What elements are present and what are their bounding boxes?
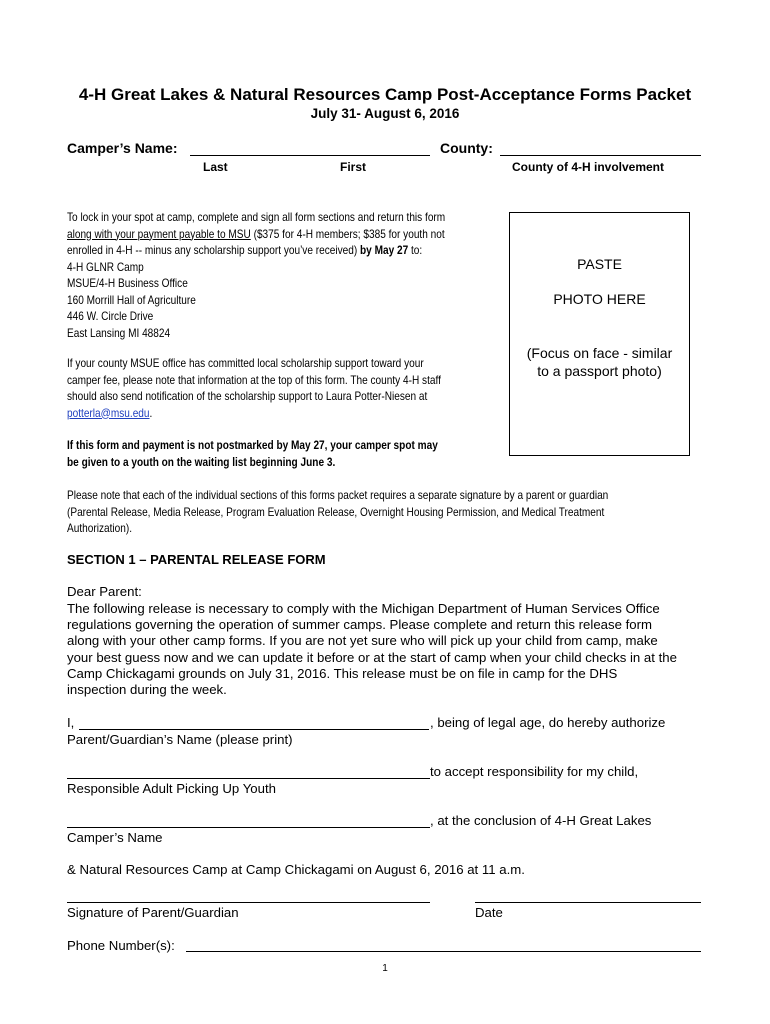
to-text: to: xyxy=(408,243,423,257)
intro-line-2 xyxy=(67,226,445,243)
page-title: 4-H Great Lakes & Natural Resources Camp Post-Acceptance Forms Packet xyxy=(78,85,692,104)
body-line: your best guess now and we can update it before or at the start of camp when your child checks in at the xyxy=(67,649,677,665)
scholarship-line: If your county MSUE office has committed local scholarship support toward your xyxy=(67,356,424,370)
first-name-label: First xyxy=(340,160,367,174)
signature-label: Signature of Parent/Guardian xyxy=(67,905,239,920)
guardian-name-field[interactable] xyxy=(79,729,429,730)
county-field[interactable] xyxy=(500,155,701,156)
release-body xyxy=(67,601,677,698)
page-number: 1 xyxy=(382,963,388,974)
phone-label: Phone Number(s): xyxy=(67,938,175,953)
conclusion-text: , at the conclusion of 4-H Great Lakes xyxy=(430,813,652,828)
payment-instruction: along with your payment payable to MSU xyxy=(67,226,251,241)
warning-line: be given to a youth on the waiting list beginning June 3. xyxy=(67,454,336,469)
county-involvement-label: County of 4-H involvement xyxy=(512,160,665,174)
body-line: along with your other camp forms. If you are not yet sure who will pick up your child from camp, make xyxy=(67,633,658,649)
address-line: East Lansing MI 48824 xyxy=(67,325,171,340)
camper-name-field[interactable] xyxy=(190,155,430,156)
body-line: Camp Chickagami grounds on July 31, 2016. This release must be on file in camp for the DHS xyxy=(67,665,618,681)
body-line: The following release is necessary to comply with the Michigan Department of Human Services Office xyxy=(67,601,660,616)
fee-text: ($375 for 4-H members; $385 for youth not xyxy=(250,226,445,241)
scholarship-paragraph xyxy=(67,355,441,421)
responsible-adult-label: Responsible Adult Picking Up Youth xyxy=(67,781,276,796)
camper-name-label: Camper’s Name: xyxy=(67,140,178,156)
photo-here-label: PHOTO HERE xyxy=(553,291,646,307)
camper-name-release-label: Camper’s Name xyxy=(67,830,163,845)
authorize-text: , being of legal age, do hereby authorize xyxy=(430,715,666,730)
email-period: . xyxy=(149,405,153,420)
body-line: regulations governing the operation of summer camps. Please complete and return this release form xyxy=(67,617,652,633)
intro-paragraph xyxy=(67,209,445,341)
note-line: Please note that each of the individual sections of this forms packet requires a separate signature by a parent or guardian xyxy=(67,488,609,502)
scholarship-line: camper fee, please note that information at the top of this form. The county 4-H staff xyxy=(67,372,441,387)
intro-line-1: To lock in your spot at camp, complete and sign all form sections and return this form xyxy=(67,210,446,224)
camper-name-release-field[interactable] xyxy=(67,827,430,828)
intro-line-3 xyxy=(67,242,445,259)
contact-email-link[interactable]: potterla@msu.edu xyxy=(67,405,150,420)
county-label: County: xyxy=(440,140,493,156)
address-line: MSUE/4-H Business Office xyxy=(67,276,188,290)
section-1-heading: SECTION 1 – PARENTAL RELEASE FORM xyxy=(67,552,326,567)
date-label: Date xyxy=(475,905,503,920)
signature-field[interactable] xyxy=(67,902,430,903)
photo-instruction-line: (Focus on face - similar xyxy=(526,345,673,361)
photo-box[interactable] xyxy=(509,212,690,456)
guardian-name-label: Parent/Guardian’s Name (please print) xyxy=(67,732,293,747)
last-name-label: Last xyxy=(203,160,228,174)
camp-dates: July 31- August 6, 2016 xyxy=(310,106,460,121)
photo-instruction-line: to a passport photo) xyxy=(537,363,662,379)
accept-responsibility-text: to accept responsibility for my child, xyxy=(430,764,639,779)
signature-note xyxy=(67,487,608,537)
warning-line: If this form and payment is not postmarked by May 27, your camper spot may xyxy=(67,438,438,452)
responsible-adult-field[interactable] xyxy=(67,778,430,779)
address-line: 160 Morrill Hall of Agriculture xyxy=(67,292,196,307)
address-line: 446 W. Circle Drive xyxy=(67,309,154,323)
postmark-warning xyxy=(67,437,438,470)
salutation: Dear Parent: xyxy=(67,584,142,599)
note-line: (Parental Release, Media Release, Program Evaluation Release, Overnight Housing Permission, and Medical Treatment xyxy=(67,504,605,519)
scholarship-line: should also send notification of the scholarship support to Laura Potter-Niesen at xyxy=(67,389,428,403)
enrolled-text: enrolled in 4-H -- minus any scholarship support you’ve received) xyxy=(67,243,361,257)
phone-field[interactable] xyxy=(186,951,701,952)
i-prefix: I, xyxy=(67,715,75,730)
photo-paste-label: PASTE xyxy=(577,256,622,272)
camp-pickup-line: & Natural Resources Camp at Camp Chickagami on August 6, 2016 at 11 a.m. xyxy=(67,862,525,877)
body-line: inspection during the week. xyxy=(67,682,227,698)
note-line: Authorization). xyxy=(67,521,132,535)
date-field[interactable] xyxy=(475,902,701,903)
deadline-text: by May 27 xyxy=(360,243,409,257)
address-line: 4-H GLNR Camp xyxy=(67,259,144,274)
